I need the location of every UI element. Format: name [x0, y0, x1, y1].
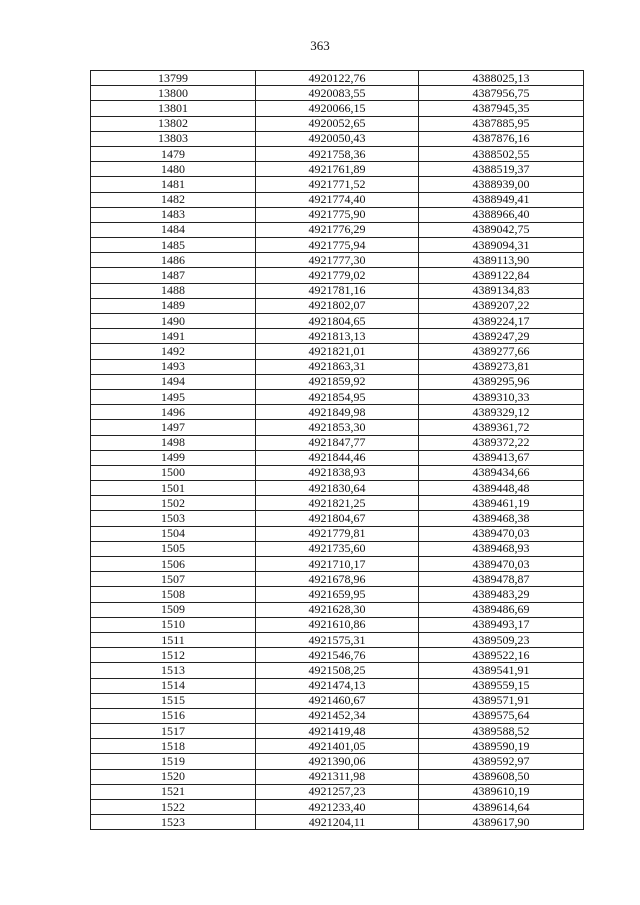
point-number-cell: 1518	[91, 739, 256, 754]
table-row	[91, 465, 584, 480]
y-coordinate-cell: 4389277,66	[419, 344, 584, 359]
table-row	[91, 177, 584, 192]
point-number-cell: 1479	[91, 146, 256, 161]
x-coordinate-cell: 4921610,86	[256, 617, 419, 632]
x-coordinate-cell: 4921204,11	[256, 815, 419, 830]
table-row	[91, 298, 584, 313]
y-coordinate-cell: 4389588,52	[419, 724, 584, 739]
y-coordinate-cell: 4389122,84	[419, 268, 584, 283]
point-number-cell: 1488	[91, 283, 256, 298]
x-coordinate-cell: 4921758,36	[256, 146, 419, 161]
table-row	[91, 268, 584, 283]
x-coordinate-cell: 4920050,43	[256, 131, 419, 146]
y-coordinate-cell: 4389608,50	[419, 769, 584, 784]
x-coordinate-cell: 4921775,90	[256, 207, 419, 222]
table-row	[91, 800, 584, 815]
table-row	[91, 238, 584, 253]
table-row	[91, 283, 584, 298]
x-coordinate-cell: 4921830,64	[256, 481, 419, 496]
table-row	[91, 526, 584, 541]
y-coordinate-cell: 4389448,48	[419, 481, 584, 496]
table-row	[91, 101, 584, 116]
y-coordinate-cell: 4389042,75	[419, 222, 584, 237]
point-number-cell: 1517	[91, 724, 256, 739]
x-coordinate-cell: 4921776,29	[256, 222, 419, 237]
table-row	[91, 71, 584, 86]
x-coordinate-cell: 4921771,52	[256, 177, 419, 192]
point-number-cell: 1499	[91, 450, 256, 465]
point-number-cell: 1510	[91, 617, 256, 632]
x-coordinate-cell: 4921779,02	[256, 268, 419, 283]
x-coordinate-cell: 4920052,65	[256, 116, 419, 131]
table-row	[91, 496, 584, 511]
y-coordinate-cell: 4389541,91	[419, 663, 584, 678]
x-coordinate-cell: 4921804,67	[256, 511, 419, 526]
x-coordinate-cell: 4921802,07	[256, 298, 419, 313]
x-coordinate-cell: 4921821,01	[256, 344, 419, 359]
coordinates-table-body	[91, 71, 584, 830]
table-row	[91, 146, 584, 161]
table-row	[91, 253, 584, 268]
table-row	[91, 420, 584, 435]
y-coordinate-cell: 4389470,03	[419, 557, 584, 572]
y-coordinate-cell: 4389113,90	[419, 253, 584, 268]
x-coordinate-cell: 4920122,76	[256, 71, 419, 86]
y-coordinate-cell: 4389575,64	[419, 708, 584, 723]
y-coordinate-cell: 4389134,83	[419, 283, 584, 298]
y-coordinate-cell: 4389329,12	[419, 405, 584, 420]
y-coordinate-cell: 4387876,16	[419, 131, 584, 146]
point-number-cell: 13802	[91, 116, 256, 131]
y-coordinate-cell: 4389247,29	[419, 329, 584, 344]
point-number-cell: 13799	[91, 71, 256, 86]
point-number-cell: 1492	[91, 344, 256, 359]
point-number-cell: 1481	[91, 177, 256, 192]
table-row	[91, 481, 584, 496]
x-coordinate-cell: 4921863,31	[256, 359, 419, 374]
table-row	[91, 693, 584, 708]
y-coordinate-cell: 4389461,19	[419, 496, 584, 511]
table-row	[91, 389, 584, 404]
table-row	[91, 724, 584, 739]
y-coordinate-cell: 4389590,19	[419, 739, 584, 754]
table-row	[91, 222, 584, 237]
point-number-cell: 1485	[91, 238, 256, 253]
table-row	[91, 435, 584, 450]
x-coordinate-cell: 4921508,25	[256, 663, 419, 678]
point-number-cell: 1504	[91, 526, 256, 541]
y-coordinate-cell: 4389592,97	[419, 754, 584, 769]
point-number-cell: 1489	[91, 298, 256, 313]
table-row	[91, 207, 584, 222]
point-number-cell: 13800	[91, 86, 256, 101]
y-coordinate-cell: 4389614,64	[419, 800, 584, 815]
point-number-cell: 1513	[91, 663, 256, 678]
table-row	[91, 541, 584, 556]
table-row	[91, 602, 584, 617]
x-coordinate-cell: 4921777,30	[256, 253, 419, 268]
table-row	[91, 344, 584, 359]
page-number: 363	[310, 38, 330, 53]
point-number-cell: 13801	[91, 101, 256, 116]
table-row	[91, 587, 584, 602]
x-coordinate-cell: 4921390,06	[256, 754, 419, 769]
table-row	[91, 405, 584, 420]
point-number-cell: 1493	[91, 359, 256, 374]
point-number-cell: 1512	[91, 648, 256, 663]
point-number-cell: 1482	[91, 192, 256, 207]
x-coordinate-cell: 4921311,98	[256, 769, 419, 784]
point-number-cell: 1486	[91, 253, 256, 268]
x-coordinate-cell: 4920066,15	[256, 101, 419, 116]
point-number-cell: 1480	[91, 162, 256, 177]
table-row	[91, 162, 584, 177]
y-coordinate-cell: 4389509,23	[419, 632, 584, 647]
table-row	[91, 86, 584, 101]
point-number-cell: 1502	[91, 496, 256, 511]
point-number-cell: 1520	[91, 769, 256, 784]
y-coordinate-cell: 4389434,66	[419, 465, 584, 480]
table-row	[91, 708, 584, 723]
table-row	[91, 632, 584, 647]
x-coordinate-cell: 4920083,55	[256, 86, 419, 101]
table-row	[91, 359, 584, 374]
x-coordinate-cell: 4921233,40	[256, 800, 419, 815]
y-coordinate-cell: 4387956,75	[419, 86, 584, 101]
y-coordinate-cell: 4389559,15	[419, 678, 584, 693]
table-row	[91, 374, 584, 389]
x-coordinate-cell: 4921859,92	[256, 374, 419, 389]
table-row	[91, 769, 584, 784]
x-coordinate-cell: 4921257,23	[256, 784, 419, 799]
y-coordinate-cell: 4388502,55	[419, 146, 584, 161]
y-coordinate-cell: 4389610,19	[419, 784, 584, 799]
point-number-cell: 1491	[91, 329, 256, 344]
table-row	[91, 192, 584, 207]
point-number-cell: 13803	[91, 131, 256, 146]
point-number-cell: 1509	[91, 602, 256, 617]
y-coordinate-cell: 4389413,67	[419, 450, 584, 465]
x-coordinate-cell: 4921761,89	[256, 162, 419, 177]
y-coordinate-cell: 4389493,17	[419, 617, 584, 632]
x-coordinate-cell: 4921575,31	[256, 632, 419, 647]
table-row	[91, 511, 584, 526]
table-row	[91, 815, 584, 830]
y-coordinate-cell: 4388519,37	[419, 162, 584, 177]
point-number-cell: 1484	[91, 222, 256, 237]
point-number-cell: 1508	[91, 587, 256, 602]
point-number-cell: 1515	[91, 693, 256, 708]
x-coordinate-cell: 4921779,81	[256, 526, 419, 541]
x-coordinate-cell: 4921628,30	[256, 602, 419, 617]
x-coordinate-cell: 4921781,16	[256, 283, 419, 298]
y-coordinate-cell: 4389094,31	[419, 238, 584, 253]
point-number-cell: 1522	[91, 800, 256, 815]
x-coordinate-cell: 4921813,13	[256, 329, 419, 344]
x-coordinate-cell: 4921659,95	[256, 587, 419, 602]
point-number-cell: 1495	[91, 389, 256, 404]
point-number-cell: 1511	[91, 632, 256, 647]
point-number-cell: 1490	[91, 314, 256, 329]
x-coordinate-cell: 4921474,13	[256, 678, 419, 693]
y-coordinate-cell: 4389522,16	[419, 648, 584, 663]
table-row	[91, 617, 584, 632]
x-coordinate-cell: 4921844,46	[256, 450, 419, 465]
point-number-cell: 1521	[91, 784, 256, 799]
table-row	[91, 329, 584, 344]
y-coordinate-cell: 4388966,40	[419, 207, 584, 222]
point-number-cell: 1507	[91, 572, 256, 587]
y-coordinate-cell: 4387945,35	[419, 101, 584, 116]
y-coordinate-cell: 4389310,33	[419, 389, 584, 404]
point-number-cell: 1514	[91, 678, 256, 693]
y-coordinate-cell: 4388939,00	[419, 177, 584, 192]
y-coordinate-cell: 4389483,29	[419, 587, 584, 602]
y-coordinate-cell: 4389224,17	[419, 314, 584, 329]
point-number-cell: 1500	[91, 465, 256, 480]
x-coordinate-cell: 4921401,05	[256, 739, 419, 754]
x-coordinate-cell: 4921419,48	[256, 724, 419, 739]
y-coordinate-cell: 4389468,93	[419, 541, 584, 556]
point-number-cell: 1519	[91, 754, 256, 769]
y-coordinate-cell: 4388949,41	[419, 192, 584, 207]
y-coordinate-cell: 4389361,72	[419, 420, 584, 435]
table-row	[91, 739, 584, 754]
point-number-cell: 1483	[91, 207, 256, 222]
point-number-cell: 1497	[91, 420, 256, 435]
table-row	[91, 116, 584, 131]
y-coordinate-cell: 4389478,87	[419, 572, 584, 587]
table-row	[91, 784, 584, 799]
x-coordinate-cell: 4921678,96	[256, 572, 419, 587]
table-row	[91, 648, 584, 663]
y-coordinate-cell: 4389295,96	[419, 374, 584, 389]
y-coordinate-cell: 4389486,69	[419, 602, 584, 617]
x-coordinate-cell: 4921452,34	[256, 708, 419, 723]
y-coordinate-cell: 4389207,22	[419, 298, 584, 313]
table-row	[91, 450, 584, 465]
table-row	[91, 557, 584, 572]
x-coordinate-cell: 4921735,60	[256, 541, 419, 556]
y-coordinate-cell: 4388025,13	[419, 71, 584, 86]
point-number-cell: 1506	[91, 557, 256, 572]
y-coordinate-cell: 4389571,91	[419, 693, 584, 708]
point-number-cell: 1487	[91, 268, 256, 283]
y-coordinate-cell: 4389617,90	[419, 815, 584, 830]
y-coordinate-cell: 4389372,22	[419, 435, 584, 450]
table-row	[91, 663, 584, 678]
point-number-cell: 1496	[91, 405, 256, 420]
point-number-cell: 1516	[91, 708, 256, 723]
x-coordinate-cell: 4921804,65	[256, 314, 419, 329]
point-number-cell: 1523	[91, 815, 256, 830]
table-row	[91, 754, 584, 769]
y-coordinate-cell: 4389468,38	[419, 511, 584, 526]
x-coordinate-cell: 4921854,95	[256, 389, 419, 404]
table-row	[91, 131, 584, 146]
x-coordinate-cell: 4921838,93	[256, 465, 419, 480]
x-coordinate-cell: 4921847,77	[256, 435, 419, 450]
x-coordinate-cell: 4921710,17	[256, 557, 419, 572]
y-coordinate-cell: 4389273,81	[419, 359, 584, 374]
x-coordinate-cell: 4921849,98	[256, 405, 419, 420]
point-number-cell: 1494	[91, 374, 256, 389]
x-coordinate-cell: 4921853,30	[256, 420, 419, 435]
x-coordinate-cell: 4921774,40	[256, 192, 419, 207]
table-row	[91, 314, 584, 329]
point-number-cell: 1503	[91, 511, 256, 526]
x-coordinate-cell: 4921460,67	[256, 693, 419, 708]
point-number-cell: 1501	[91, 481, 256, 496]
point-number-cell: 1505	[91, 541, 256, 556]
x-coordinate-cell: 4921546,76	[256, 648, 419, 663]
x-coordinate-cell: 4921821,25	[256, 496, 419, 511]
table-row	[91, 572, 584, 587]
coordinates-table	[90, 70, 584, 830]
table-row	[91, 678, 584, 693]
x-coordinate-cell: 4921775,94	[256, 238, 419, 253]
y-coordinate-cell: 4389470,03	[419, 526, 584, 541]
y-coordinate-cell: 4387885,95	[419, 116, 584, 131]
point-number-cell: 1498	[91, 435, 256, 450]
